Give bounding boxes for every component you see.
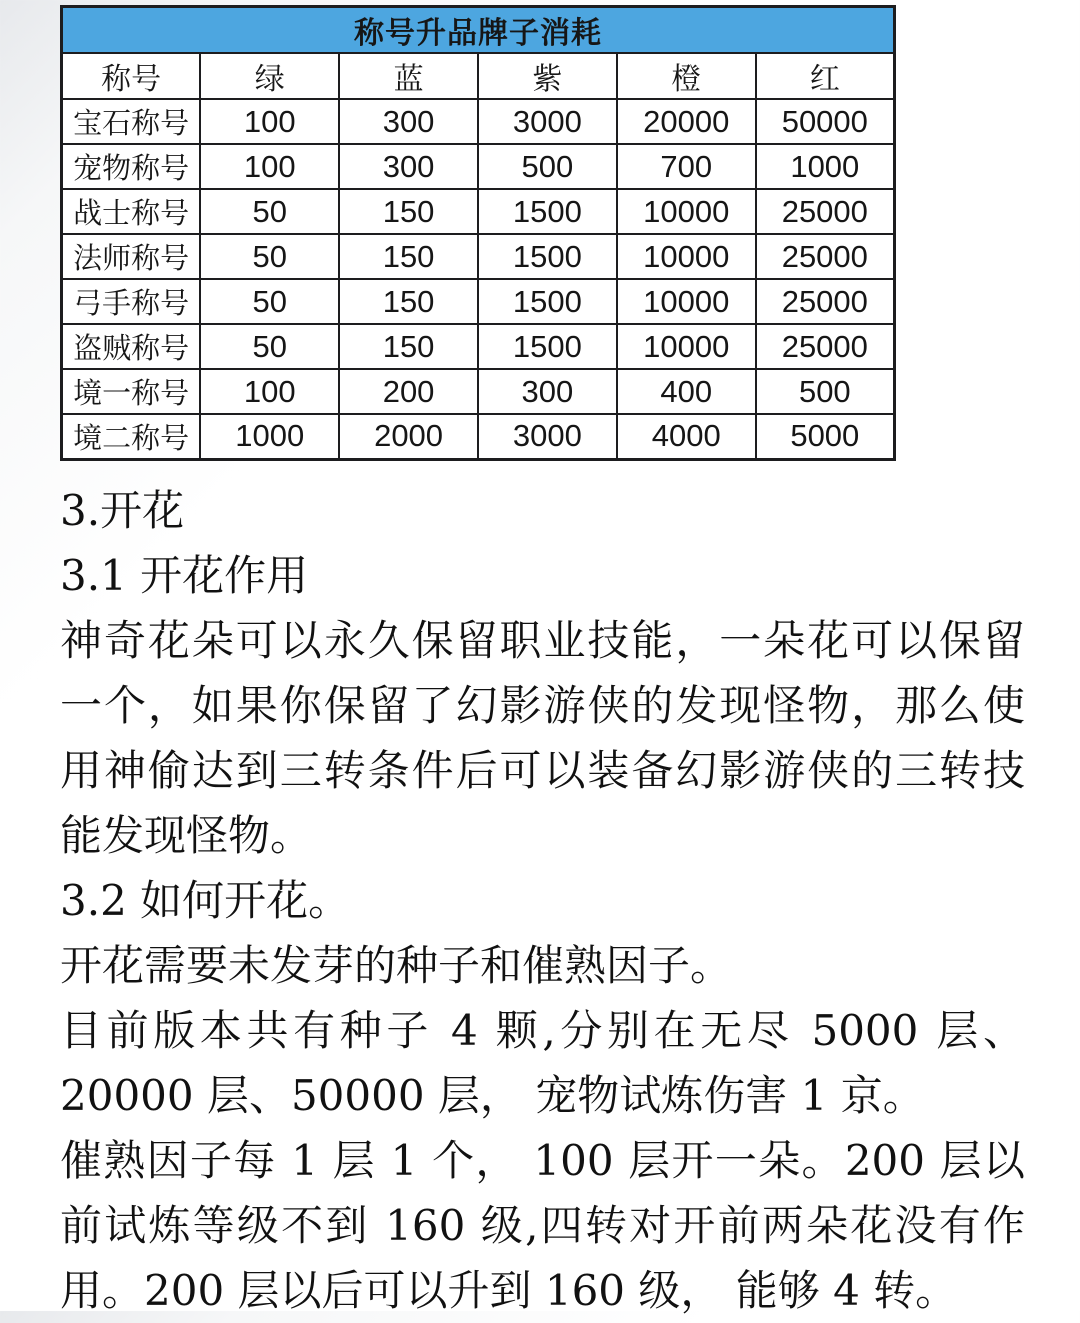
value-cell: 3000 — [478, 99, 617, 144]
row-label-cell: 境一称号 — [62, 369, 201, 414]
value-cell: 10000 — [617, 324, 756, 369]
value-cell: 200 — [339, 369, 478, 414]
value-cell: 150 — [339, 234, 478, 279]
column-header-row — [62, 53, 895, 99]
row-label-cell: 盗贼称号 — [62, 324, 201, 369]
value-cell: 1500 — [478, 279, 617, 324]
value-cell: 25000 — [756, 234, 895, 279]
table-title-row — [62, 7, 895, 54]
value-cell: 3000 — [478, 414, 617, 459]
value-cell: 300 — [339, 144, 478, 189]
section-heading: 3.开花 — [60, 486, 185, 535]
table-row — [62, 324, 895, 369]
column-header-title: 称号 — [62, 53, 201, 99]
value-cell: 500 — [478, 144, 617, 189]
table-row — [62, 279, 895, 324]
title-upgrade-cost-table — [60, 5, 896, 461]
value-cell: 400 — [617, 369, 756, 414]
column-header-blue: 蓝 — [339, 53, 478, 99]
table-row — [62, 144, 895, 189]
value-cell: 50 — [200, 324, 339, 369]
column-header-green: 绿 — [200, 53, 339, 99]
row-label-cell: 宠物称号 — [62, 144, 201, 189]
paragraph: 目前版本共有种子 4 颗,分别在无尽 5000 层、20000 层、50000 层， 宠物试炼伤害 1 京。 — [60, 1006, 1025, 1120]
value-cell: 1500 — [478, 324, 617, 369]
value-cell: 10000 — [617, 279, 756, 324]
value-cell: 5000 — [756, 414, 895, 459]
column-header-orange: 橙 — [617, 53, 756, 99]
value-cell: 2000 — [339, 414, 478, 459]
value-cell: 100 — [200, 99, 339, 144]
table-title: 称号升品牌子消耗 — [62, 7, 895, 54]
value-cell: 100 — [200, 144, 339, 189]
subsection-heading: 3.2 如何开花。 — [60, 876, 351, 925]
value-cell: 300 — [339, 99, 478, 144]
value-cell: 10000 — [617, 189, 756, 234]
value-cell: 100 — [200, 369, 339, 414]
value-cell: 1500 — [478, 234, 617, 279]
value-cell: 20000 — [617, 99, 756, 144]
row-label-cell: 战士称号 — [62, 189, 201, 234]
paragraph: 神奇花朵可以永久保留职业技能，一朵花可以保留一个，如果你保留了幻影游侠的发现怪物，那么使用神偷达到三转条件后可以装备幻影游侠的三转技能发现怪物。 — [60, 616, 1025, 860]
body-text — [60, 478, 1025, 1323]
value-cell: 500 — [756, 369, 895, 414]
value-cell: 4000 — [617, 414, 756, 459]
table-row — [62, 414, 895, 459]
column-header-purple: 紫 — [478, 53, 617, 99]
value-cell: 150 — [339, 279, 478, 324]
value-cell: 300 — [478, 369, 617, 414]
value-cell: 1500 — [478, 189, 617, 234]
paragraph: 开花需要未发芽的种子和催熟因子。 — [60, 941, 733, 990]
value-cell: 1000 — [756, 144, 895, 189]
table-row — [62, 234, 895, 279]
value-cell: 50000 — [756, 99, 895, 144]
value-cell: 50 — [200, 234, 339, 279]
value-cell: 1000 — [200, 414, 339, 459]
value-cell: 50 — [200, 279, 339, 324]
value-cell: 10000 — [617, 234, 756, 279]
row-label-cell: 宝石称号 — [62, 99, 201, 144]
table-row — [62, 369, 895, 414]
paragraph: 催熟因子每 1 层 1 个， 100 层开一朵。200 层以前试炼等级不到 160 级,四转对开前两朵花没有作用。200 层以后可以升到 160 级， 能够 4 转。 — [60, 1136, 1025, 1315]
row-label-cell: 弓手称号 — [62, 279, 201, 324]
subsection-heading: 3.1 开花作用 — [60, 551, 309, 600]
value-cell: 25000 — [756, 189, 895, 234]
value-cell: 150 — [339, 324, 478, 369]
value-cell: 50 — [200, 189, 339, 234]
value-cell: 700 — [617, 144, 756, 189]
value-cell: 25000 — [756, 324, 895, 369]
row-label-cell: 境二称号 — [62, 414, 201, 459]
column-header-red: 红 — [756, 53, 895, 99]
table-row — [62, 189, 895, 234]
value-cell: 25000 — [756, 279, 895, 324]
value-cell: 150 — [339, 189, 478, 234]
row-label-cell: 法师称号 — [62, 234, 201, 279]
table-row — [62, 99, 895, 144]
